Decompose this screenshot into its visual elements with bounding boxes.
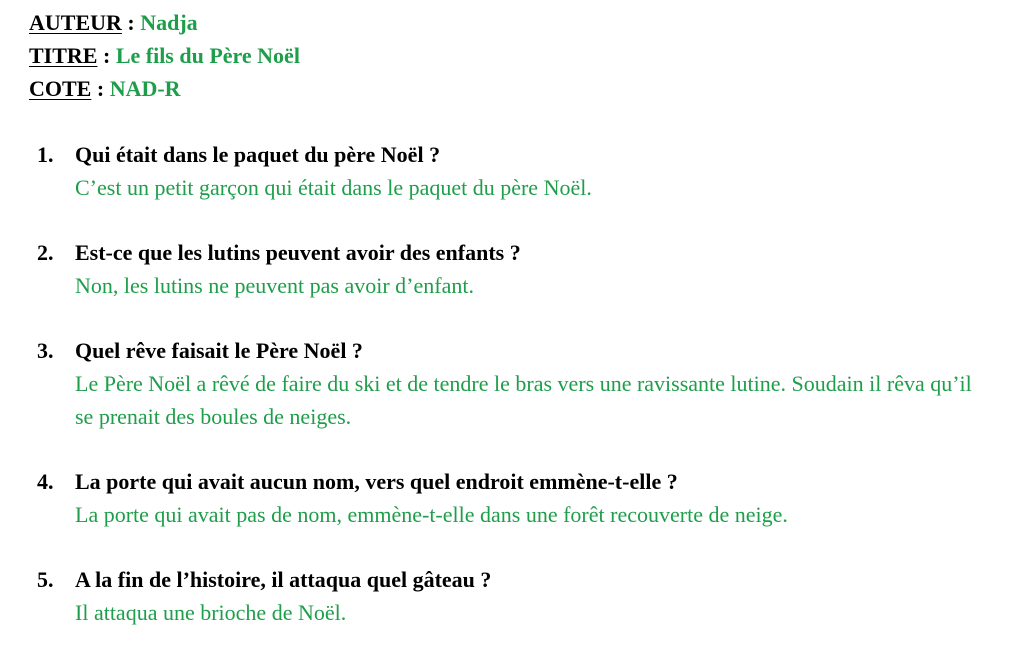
question-number: 4. — [37, 469, 54, 494]
code-label: COTE — [29, 76, 92, 101]
question-text: La porte qui avait aucun nom, vers quel endroit emmène-t-elle ? — [75, 469, 678, 494]
question-item-4 — [37, 465, 997, 531]
question-list — [37, 138, 997, 661]
question-number: 2. — [37, 240, 54, 265]
author-line — [29, 6, 1019, 39]
question-item-2 — [37, 236, 997, 302]
title-line — [29, 39, 1019, 72]
question-text: Est-ce que les lutins peuvent avoir des enfants ? — [75, 240, 521, 265]
author-separator: : — [121, 10, 141, 35]
title-label: TITRE — [29, 43, 98, 68]
question-text: Quel rêve faisait le Père Noël ? — [75, 338, 363, 363]
author-value: Nadja — [140, 10, 198, 35]
answer-text: Il attaqua une brioche de Noël. — [75, 600, 347, 625]
title-value: Le fils du Père Noël — [115, 43, 300, 68]
answer-text: C’est un petit garçon qui était dans le paquet du père Noël. — [75, 175, 592, 200]
question-item-1 — [37, 138, 997, 204]
title-separator: : — [97, 43, 116, 68]
question-item-3 — [37, 334, 997, 433]
author-label: AUTEUR — [29, 10, 122, 35]
answer-text: Le Père Noël a rêvé de faire du ski et de tendre le bras vers une ravissante lutine. Soudain il rêva qu’il se prenait des boules de neiges. — [75, 371, 972, 429]
question-number: 5. — [37, 567, 54, 592]
question-number: 1. — [37, 142, 54, 167]
question-text: Qui était dans le paquet du père Noël ? — [75, 142, 441, 167]
code-line — [29, 72, 1019, 105]
answer-text: La porte qui avait pas de nom, emmène-t-elle dans une forêt recouverte de neige. — [75, 502, 788, 527]
question-number: 3. — [37, 338, 54, 363]
document — [29, 6, 1019, 105]
question-item-5 — [37, 563, 997, 629]
code-separator: : — [91, 76, 110, 101]
answer-text: Non, les lutins ne peuvent pas avoir d’enfant. — [75, 273, 474, 298]
question-text: A la fin de l’histoire, il attaqua quel gâteau ? — [75, 567, 492, 592]
code-value: NAD-R — [109, 76, 181, 101]
